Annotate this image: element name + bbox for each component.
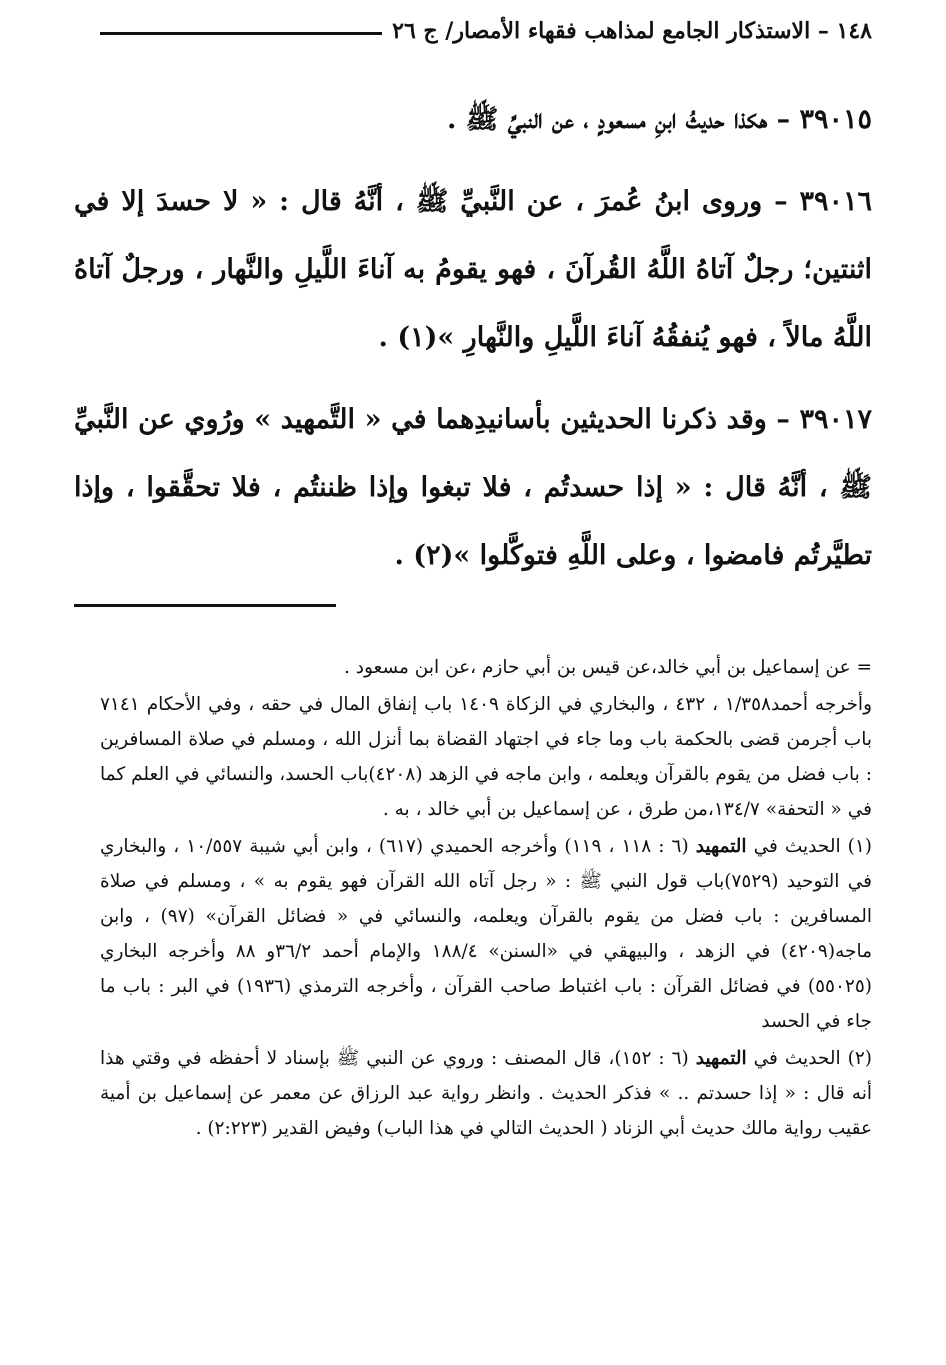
paragraph-39016: ٣٩٠١٦ – وروى ابنُ عُمرَ ، عن النَّبيِّ ﷺ ، أنَّهُ قال : « لا حسدَ إلا في اثنتين؛ رجلٌ آتاهُ اللَّهُ القُرآنَ ، فهو يقومُ به آناءَ اللَّيلِ والنَّهار ، ورجلٌ آتاهُ اللَّهُ مالاً ، فهو يُنفقُهُ آناءَ اللَّيلِ والنَّهارِ »(١) .	[74, 186, 872, 353]
footnote-1	[100, 829, 872, 1039]
main-text	[74, 86, 872, 604]
header-rule	[100, 32, 382, 35]
footnote-1-source: التمهيد	[695, 836, 747, 857]
footnotes	[100, 650, 872, 1148]
running-header	[100, 18, 872, 44]
footnote-1-text: (٦ : ١١٨ ، ١١٩) وأخرجه الحميدي (٦١٧) ، وابن أبي شيبة ١٠/٥٥٧ ، والبخاري في التوحيد (٧٥٢٩)باب قول النبي ﷺ : « رجل آتاه الله القرآن فهو يقوم به » ، ومسلم في صلاة المسافرين : باب فضل من يقوم بالقرآن ويعلمه، والنسائي في « فضائل القرآن» (٩٧) ، وابن ماجه(٤٢٠٩) في الزهد ، والبيهقي في «السنن» ١٨٨/٤ والإمام أحمد ٣٦/٢و ٨٨ وأخرجه البخاري (٥٥٠٢٥) في فضائل القرآن : باب اغتباط صاحب القرآن ، وأخرجه الترمذي (١٩٣٦) في البر : باب ما جاء في الحسد	[100, 836, 873, 1032]
footnote-2-lead: (٢) الحديث في	[746, 1048, 872, 1069]
footnote-continuation-text: وأخرجه أحمد١/٣٥٨ ، ٤٣٢ ، والبخاري في الزكاة ١٤٠٩ باب إنفاق المال في حقه ، وفي الأحكام ٧١٤١ باب أجرمن قضى بالحكمة باب وما جاء في اجتهاد القضاة بما أنزل الله ، ومسلم في صلاة المسافرين : باب فضل من يقوم بالقرآن ويعلمه ، وابن ماجه في الزهد (٤٢٠٨)باب الحسد، والنسائي في العلم كما في « التحفة» ١٣٤/٧،من طرق ، عن إسماعيل بن أبي خالد ، به .	[100, 694, 872, 820]
footnote-2-source: التمهيد	[695, 1048, 747, 1069]
footnote-1-lead: (١) الحديث في	[746, 836, 872, 857]
footnote-2-text: (٦ : ١٥٢)، قال المصنف : وروي عن النبي ﷺ بإسناد لا أحفظه في وقتي هذا أنه قال : « إذا حسدتم .. » فذكر الحديث . وانظر رواية عبد الرزاق عن معمر عن إسماعيل بن أمية عقيب رواية مالك حديث أبي الزناد ( الحديث التالي في هذا الباب) وفيض القدير (٢:٢٢٣) .	[100, 1048, 872, 1139]
footnote-separator	[74, 604, 336, 607]
footnote-continuation-line: = عن إسماعيل بن أبي خالد،عن قيس بن أبي حازم ،عن ابن مسعود .	[343, 657, 872, 678]
paragraph-39015: ٣٩٠١٥ – هكذا حديثُ ابنِ مسعودٍ ، عن النبيِّ ﷺ .	[446, 104, 872, 135]
running-title: ١٤٨ – الاستذكار الجامع لمذاهب فقهاء الأمصار/ ج ٢٦	[392, 18, 872, 44]
footnote-2	[100, 1041, 872, 1146]
paragraph-39017: ٣٩٠١٧ – وقد ذكرنا الحديثين بأسانيدِهما في « التَّمهيد » ورُوي عن النَّبيِّ ﷺ ، أنَّهُ قال : « إذا حسدتُم ، فلا تبغوا وإذا ظننتُم ، فلا تحقَّقوا ، وإذا تطيَّرتُم فامضوا ، وعلى اللَّهِ فتوكَّلوا »(٢) .	[74, 404, 872, 571]
